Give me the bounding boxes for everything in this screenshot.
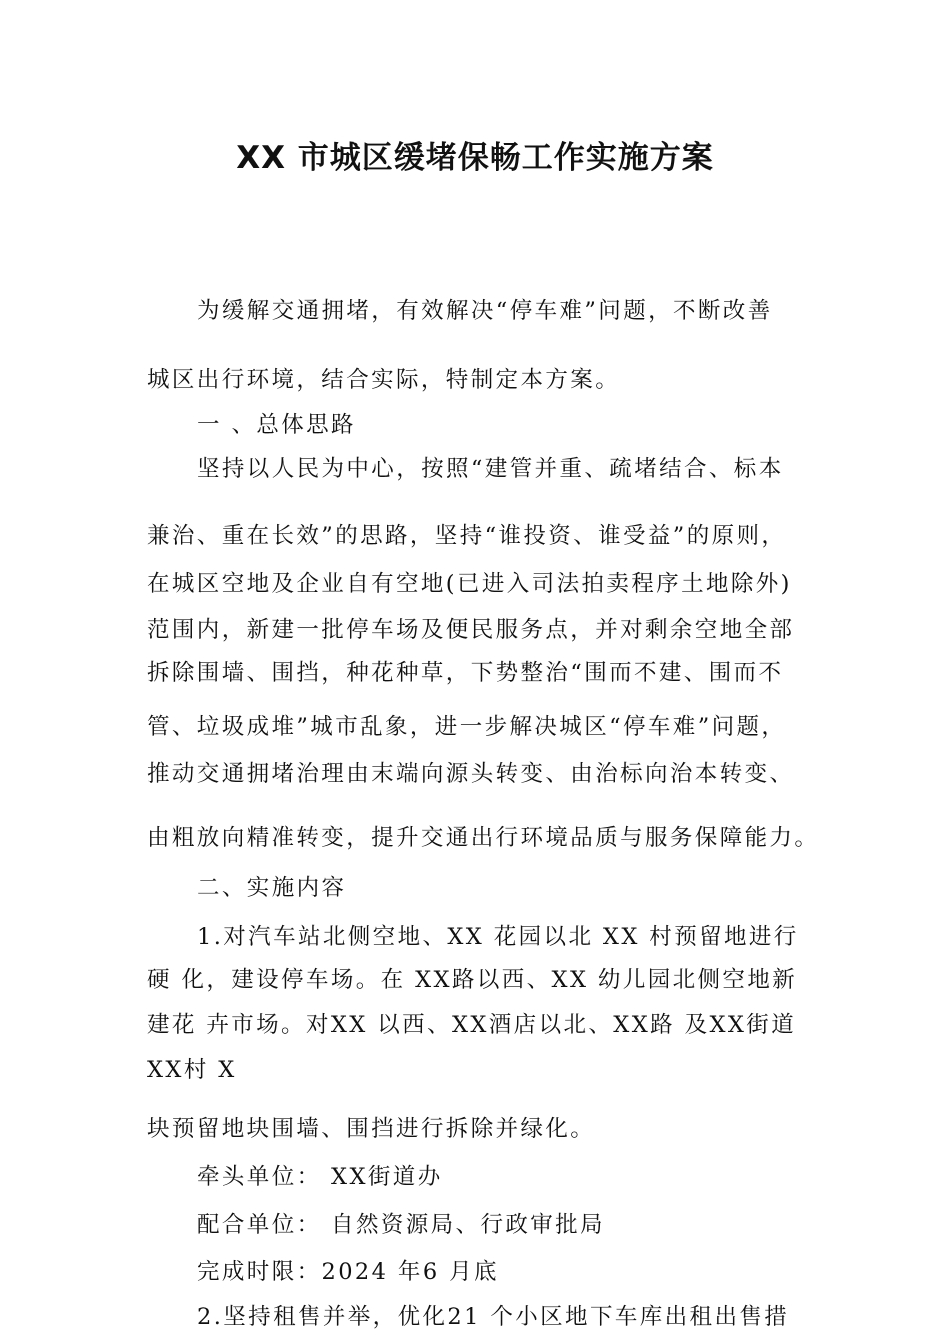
paragraph-line: XX村 X xyxy=(147,1057,237,1083)
paragraph-line: 1.对汽车站北侧空地、XX 花园以北 XX 村预留地进行 xyxy=(197,924,799,950)
paragraph-line: 由粗放向精准转变，提升交通出行环境品质与服务保障能力。 xyxy=(147,825,820,851)
paragraph-line: 块预留地块围墙、围挡进行拆除并绿化。 xyxy=(147,1116,596,1142)
paragraph-line: 管、垃圾成堆”城市乱象，进一步解决城区“停车难”问题， xyxy=(147,714,787,740)
paragraph-line: 2.坚持租售并举，优化21 个小区地下车库出租出售措 xyxy=(197,1304,790,1330)
lead-unit-line: 牵头单位： XX街道办 xyxy=(197,1164,443,1190)
paragraph-line: 建花 卉市场。对XX 以西、XX酒店以北、XX路 及XX街道 xyxy=(147,1012,797,1038)
paragraph-line: 硬 化，建设停车场。在 XX路以西、XX 幼儿园北侧空地新 xyxy=(147,967,798,993)
paragraph-line: 坚持以人民为中心，按照“建管并重、疏堵结合、标本 xyxy=(197,456,784,482)
section-heading: 二、实施内容 xyxy=(197,875,347,901)
paragraph-line: 城区出行环境，结合实际，特制定本方案。 xyxy=(147,367,621,393)
paragraph-line: 在城区空地及企业自有空地(已进入司法拍卖程序土地除外) xyxy=(147,571,792,597)
section-heading: 一 、总体思路 xyxy=(197,412,356,438)
paragraph-line: 拆除围墙、围挡，种花种草，下势整治“围而不建、围而不 xyxy=(147,660,784,686)
document-title: XX 市城区缓堵保畅工作实施方案 xyxy=(236,140,714,176)
support-unit-line: 配合单位： 自然资源局、行政审批局 xyxy=(197,1212,605,1238)
paragraph-line: 推动交通拥堵治理由末端向源头转变、由治标向治本转变、 xyxy=(147,761,795,787)
deadline-line: 完成时限：2024 年6 月底 xyxy=(197,1259,499,1285)
paragraph-line: 兼治、重在长效”的思路，坚持“谁投资、谁受益”的原则， xyxy=(147,523,787,549)
paragraph-line: 为缓解交通拥堵，有效解决“停车难”问题，不断改善 xyxy=(197,298,773,324)
paragraph-line: 范围内，新建一批停车场及便民服务点，并对剩余空地全部 xyxy=(147,617,795,643)
